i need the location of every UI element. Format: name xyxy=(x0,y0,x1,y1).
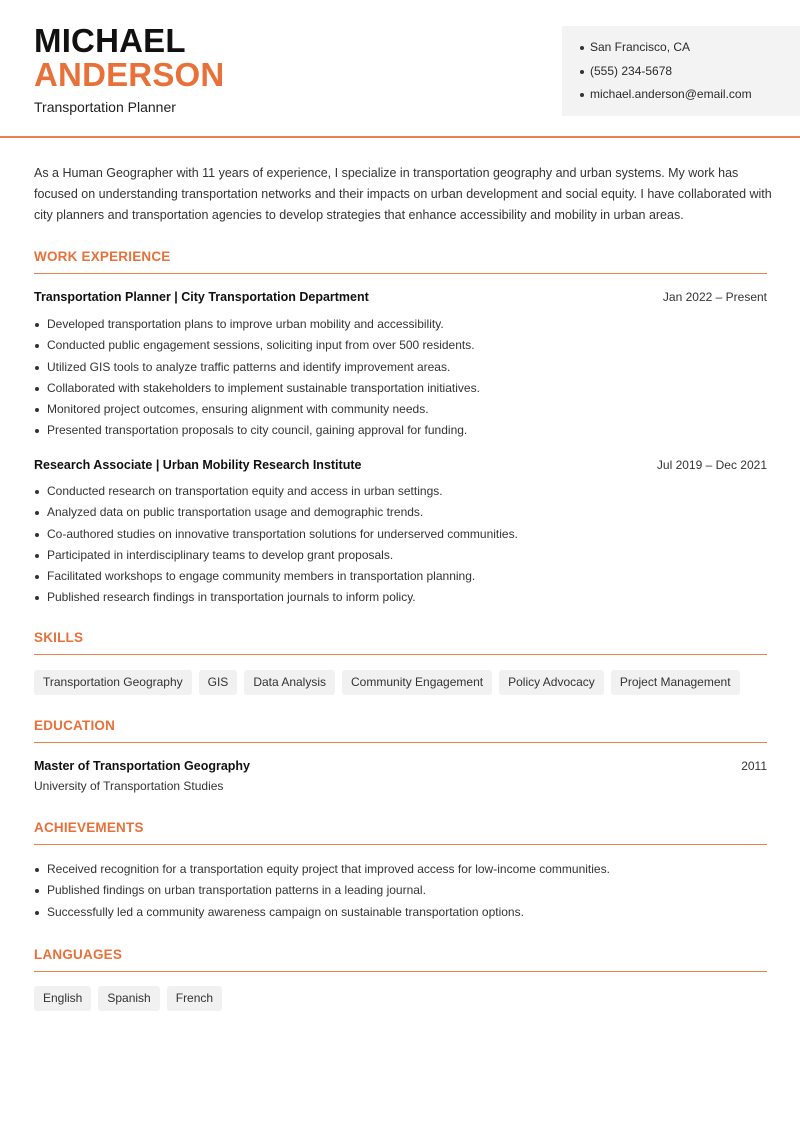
list-item: Participated in interdisciplinary teams to develop grant proposals. xyxy=(34,547,767,568)
resume-header xyxy=(0,0,800,138)
section-title-work: WORK EXPERIENCE xyxy=(34,249,767,274)
list-item: Published research findings in transportation journals to inform policy. xyxy=(34,589,767,610)
skill-chip: Policy Advocacy xyxy=(499,670,604,695)
language-chip: English xyxy=(34,986,91,1011)
language-chip: French xyxy=(167,986,222,1011)
job-role: Transportation Planner | City Transportation Department xyxy=(34,290,369,304)
skill-chip: Transportation Geography xyxy=(34,670,192,695)
job-header xyxy=(34,458,767,472)
section-title-achievements: ACHIEVEMENTS xyxy=(34,820,767,845)
job-role: Research Associate | Urban Mobility Research Institute xyxy=(34,458,362,472)
summary: As a Human Geographer with 11 years of experience, I specialize in transportation geography and urban systems. My work has focused on understanding transportation networks and their impacts on urban development and social equity. I have collaborated with city planners and transportation agencies to develop strategies that enhance accessibility and mobility in urban areas. xyxy=(34,166,772,222)
list-item: Monitored project outcomes, ensuring alignment with community needs. xyxy=(34,401,767,422)
education-year: 2011 xyxy=(741,759,767,773)
list-item: Facilitated workshops to engage community members in transportation planning. xyxy=(34,568,767,589)
contact-email[interactable]: michael.anderson@email.com xyxy=(580,86,752,110)
contact-phone: (555) 234-5678 xyxy=(580,63,752,87)
job-title: Transportation Planner xyxy=(34,99,176,115)
list-item: Collaborated with stakeholders to implement sustainable transportation initiatives. xyxy=(34,380,767,401)
list-item: Developed transportation plans to improve urban mobility and accessibility. xyxy=(34,316,767,337)
job-bullets xyxy=(34,483,767,611)
education-degree: Master of Transportation Geography xyxy=(34,759,251,773)
list-item: Presented transportation proposals to city council, gaining approval for funding. xyxy=(34,422,767,443)
achievements-list xyxy=(34,861,767,925)
skill-chip: Project Management xyxy=(611,670,740,695)
list-item: Published findings on urban transportation patterns in a leading journal. xyxy=(34,882,767,903)
languages-list xyxy=(34,986,222,1011)
list-item: Analyzed data on public transportation usage and demographic trends. xyxy=(34,504,767,525)
skill-chip: GIS xyxy=(199,670,238,695)
job-date: Jul 2019 – Dec 2021 xyxy=(656,458,767,472)
job-bullets xyxy=(34,316,767,444)
skill-chip: Community Engagement xyxy=(342,670,492,695)
contact-box xyxy=(562,26,800,116)
language-chip: Spanish xyxy=(98,986,159,1011)
section-title-education: EDUCATION xyxy=(34,718,767,743)
last-name: ANDERSON xyxy=(34,56,225,93)
first-name: MICHAEL xyxy=(34,22,186,59)
list-item: Conducted public engagement sessions, soliciting input from over 500 residents. xyxy=(34,337,767,358)
contact-location: San Francisco, CA xyxy=(580,39,752,63)
list-item: Successfully led a community awareness campaign on sustainable transportation options. xyxy=(34,904,767,925)
section-title-skills: SKILLS xyxy=(34,630,767,655)
skills-list xyxy=(34,670,740,695)
job-header xyxy=(34,290,767,304)
list-item: Co-authored studies on innovative transportation solutions for underserved communities. xyxy=(34,526,767,547)
section-title-languages: LANGUAGES xyxy=(34,947,767,972)
list-item: Utilized GIS tools to analyze traffic patterns and identify improvement areas. xyxy=(34,359,767,380)
job-date: Jan 2022 – Present xyxy=(662,290,767,304)
list-item: Received recognition for a transportation equity project that improved access for low-income communities. xyxy=(34,861,767,882)
education-school: University of Transportation Studies xyxy=(34,779,224,793)
list-item: Conducted research on transportation equity and access in urban settings. xyxy=(34,483,767,504)
skill-chip: Data Analysis xyxy=(244,670,335,695)
